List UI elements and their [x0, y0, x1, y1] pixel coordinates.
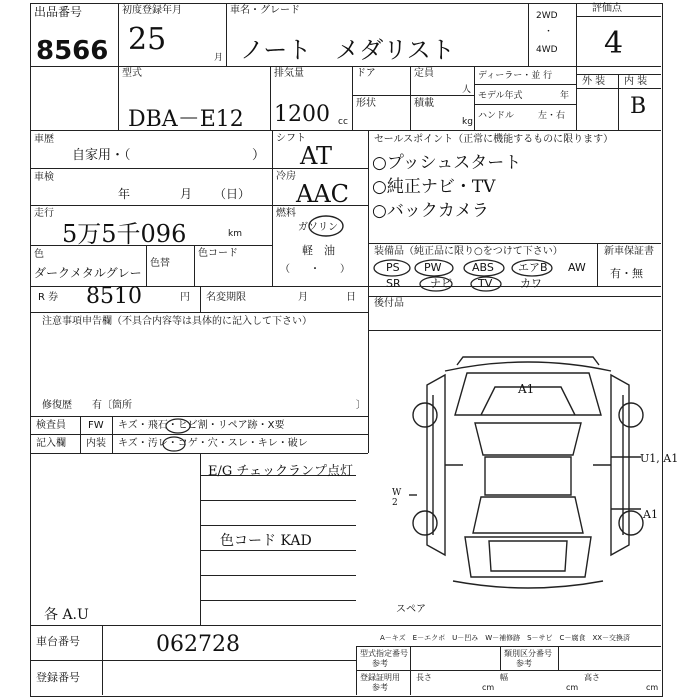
remark-line: E/G チェックランプ点灯: [208, 464, 353, 479]
ac-value: AAC: [296, 180, 350, 208]
damage-legend: A－キズ E－エクボ U－凹み W－補修跡 S－サビ C－腐食 XX－交換済: [380, 634, 631, 642]
cert-label: 登録証明用: [360, 673, 400, 682]
equipment-navi: ナビ: [430, 277, 452, 290]
history-close: ）: [252, 148, 266, 163]
fuel-paren: （ ・ ）: [280, 264, 350, 275]
doors-label: ドア: [356, 68, 376, 79]
first-reg-label: 初度登録年月: [122, 5, 182, 16]
selling-item: ○バックカメラ: [372, 201, 489, 221]
inspector-label-2: 記入欄: [36, 438, 66, 449]
damage-a1-right: A1: [643, 508, 658, 521]
load-label: 積載: [414, 98, 434, 109]
inspector-int: 内装: [86, 438, 106, 449]
equipment-abs: ABS: [472, 261, 494, 274]
score-value: 4: [604, 26, 624, 61]
notes-label: 注意事項申告欄（不具合内容等は具体的に記入して下さい）: [42, 316, 312, 327]
category-label: 類別区分番号: [504, 649, 552, 658]
r-ticket-unit: 円: [180, 292, 190, 303]
cert-length-unit: cm: [482, 683, 495, 692]
remark-line: 各 A.U: [44, 607, 89, 623]
import-label: ディーラー・並 行: [478, 71, 553, 81]
displacement-label: 排気量: [274, 68, 304, 79]
displacement-unit: cc: [338, 117, 348, 127]
name-change-label: 名変期限: [206, 292, 246, 303]
cert-sub: 参考: [372, 683, 388, 692]
fuel-gas: ガソリン: [298, 222, 338, 233]
repaint-label: 色替: [150, 258, 170, 269]
first-reg-month-unit: 月: [214, 53, 224, 63]
chassis-value: 062728: [156, 632, 240, 657]
selling-item: ○プッシュスタート: [372, 153, 522, 173]
equipment-aw: AW: [568, 261, 586, 274]
cert-width-unit: cm: [566, 683, 579, 692]
history-label: 車歴: [34, 134, 54, 145]
damage-a1-top: A1: [518, 382, 535, 396]
equipment-sr: SR: [386, 277, 401, 290]
equipment-leather: カワ: [520, 277, 542, 290]
spare-label: スペア: [396, 604, 426, 615]
name-change-day: 日: [346, 292, 356, 303]
selling-label: セールスポイント（正常に機能するものに限ります）: [374, 134, 614, 145]
registration-label: 登録番号: [36, 671, 80, 684]
color-value: ダークメタルグレー: [34, 266, 142, 280]
damage-u1a1: U1, A1: [640, 452, 679, 465]
designation-sub: 参考: [372, 659, 388, 668]
car-name: ノート メダリスト: [240, 36, 455, 64]
inspection-label: 車検: [34, 172, 54, 183]
interior-grade: B: [630, 94, 647, 119]
cert-height: 高さ: [584, 673, 600, 682]
import-handle: ハンドル: [478, 111, 515, 121]
equipment-airbag: エアB: [518, 261, 548, 274]
equipment-circle-marks: [370, 256, 570, 296]
equipment-ps: PS: [386, 261, 400, 274]
fuel-label: 燃料: [276, 208, 296, 219]
inspection-month: 月: [180, 187, 193, 201]
mileage-unit: km: [228, 229, 242, 239]
model-label: 型式: [122, 68, 142, 79]
history-value: 自家用・（: [72, 148, 131, 163]
first-reg-year: 25: [128, 22, 167, 57]
inspection-day: （日）: [214, 187, 251, 201]
designation-label: 型式指定番号: [360, 649, 408, 658]
import-year-unit: 年: [560, 91, 570, 101]
damage-w2: W 2: [392, 488, 402, 508]
r-ticket-value: 8510: [86, 284, 142, 309]
import-lr: 左・右: [538, 111, 566, 121]
selling-item: ○純正ナビ・TV: [372, 177, 496, 197]
drive-4wd: 4WD: [536, 45, 558, 55]
shift-value: AT: [300, 142, 333, 170]
inspection-year: 年: [118, 187, 131, 201]
drive-dot: ・: [544, 27, 554, 37]
mileage-label: 走行: [34, 208, 54, 219]
score-label: 評価点: [592, 3, 622, 14]
inspector-fw: FW: [88, 420, 104, 431]
load-unit: kg: [462, 117, 473, 127]
color-code-label: 色コード: [198, 248, 238, 259]
cert-height-unit: cm: [646, 683, 659, 692]
cert-width: 幅: [500, 673, 508, 682]
color-label: 色: [34, 249, 44, 260]
category-sub: 参考: [516, 659, 532, 668]
warranty-label: 新車保証書: [604, 246, 654, 257]
lot-number: 8566: [36, 36, 109, 66]
cert-length: 長さ: [416, 673, 432, 682]
ac-label: 冷房: [276, 171, 296, 182]
equipment-label: 装備品（純正品に限り○をつけて下さい）: [374, 246, 563, 257]
chassis-label: 車台番号: [36, 635, 80, 648]
equipment-tv: TV: [478, 277, 493, 290]
drive-2wd: 2WD: [536, 11, 558, 21]
inspector-circle-marks: [160, 414, 200, 454]
import-model-year: モデル年式: [478, 91, 523, 101]
shape-label: 形状: [356, 98, 376, 109]
inspector-fw-items: キズ・飛石・ヒビ割・リペア跡・X要: [118, 420, 285, 431]
capacity-label: 定員: [414, 68, 434, 79]
postfit-label: 後付品: [374, 298, 404, 309]
repair-label: 修復歴 有〔箇所: [42, 400, 132, 411]
r-ticket-label: R 券: [38, 292, 59, 303]
repair-close: 〕: [356, 400, 366, 411]
remark-line: 色コード KAD: [220, 533, 312, 549]
gasoline-circle-mark: [306, 214, 346, 238]
car-label: 車名・グレード: [230, 5, 300, 16]
model-value: DBA－E12: [128, 107, 244, 132]
fuel-diesel: 軽 油: [302, 244, 335, 257]
warranty-value: 有・無: [610, 267, 643, 280]
name-change-month: 月: [298, 292, 308, 303]
displacement-value: 1200: [274, 102, 330, 127]
inspector-int-items: キズ・汚レ・コゲ・穴・スレ・キレ・破レ: [118, 438, 308, 449]
mileage-value: 5万5千096: [62, 220, 187, 248]
exterior-grade-label: 外 装: [582, 76, 606, 87]
equipment-pw: PW: [424, 261, 442, 274]
capacity-unit: 人: [462, 85, 472, 95]
interior-grade-label: 内 装: [624, 76, 648, 87]
inspector-label-1: 検査員: [36, 420, 66, 431]
shift-label: シフト: [276, 133, 306, 144]
lot-label: 出品番号: [34, 5, 83, 19]
